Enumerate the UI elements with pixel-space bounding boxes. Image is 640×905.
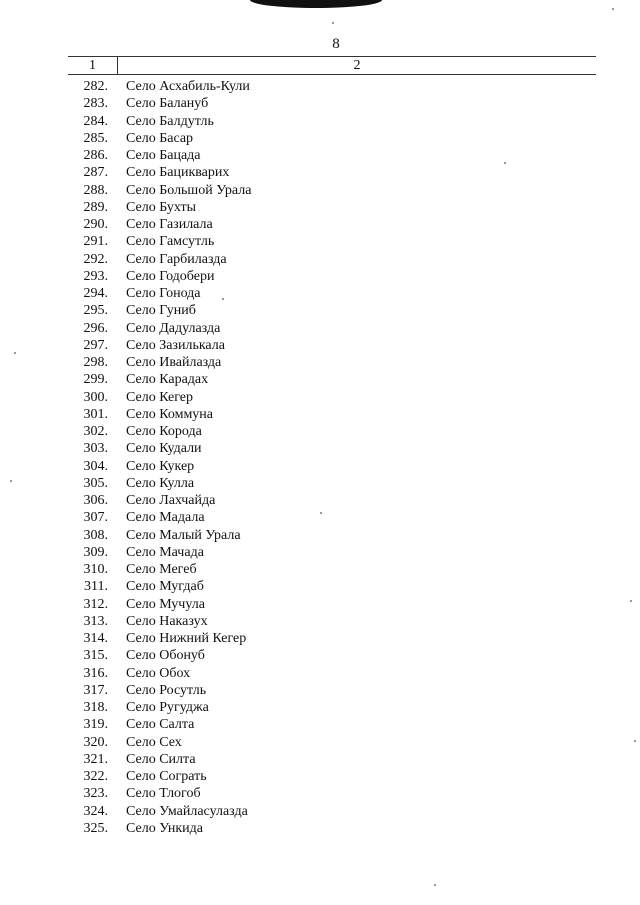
table-row xyxy=(68,268,596,285)
settlement-name: Село Бацикварих xyxy=(126,165,230,181)
row-number: 283. xyxy=(83,96,108,112)
settlement-name: Село Лахчайда xyxy=(126,493,216,508)
row-number: 299. xyxy=(83,372,108,388)
scan-speck xyxy=(222,298,224,300)
table-row xyxy=(68,647,596,664)
scan-speck xyxy=(332,22,334,24)
table-row xyxy=(68,423,596,440)
row-number: 305. xyxy=(83,475,108,491)
settlements-table xyxy=(68,56,596,837)
table-row xyxy=(68,682,596,699)
scan-artifact xyxy=(250,0,382,8)
table-row xyxy=(68,734,596,751)
column-header-number: 1 xyxy=(89,58,96,73)
settlement-name: Село Ругуджа xyxy=(126,700,209,715)
settlement-name: Село Нижний Кегер xyxy=(126,631,247,646)
settlement-name: Село Мачада xyxy=(126,544,204,560)
settlement-name: Село Большой Урала xyxy=(126,182,252,198)
row-number: 302. xyxy=(83,424,108,439)
settlement-name: Село Гамсутль xyxy=(126,234,215,250)
table-row xyxy=(68,509,596,526)
table-row xyxy=(68,699,596,716)
table-row xyxy=(68,285,596,302)
table-header-row xyxy=(68,56,596,75)
table-row xyxy=(68,613,596,630)
row-number: 313. xyxy=(83,613,108,629)
settlement-name: Село Гонода xyxy=(126,286,201,301)
settlement-name: Село Мучула xyxy=(126,596,205,612)
settlement-name: Село Гуниб xyxy=(126,303,196,319)
settlement-name: Село Тлогоб xyxy=(126,786,201,802)
table-row xyxy=(68,182,596,199)
table-row xyxy=(68,561,596,578)
row-number: 300. xyxy=(83,389,108,405)
settlement-name: Село Басар xyxy=(126,130,194,146)
row-number: 292. xyxy=(83,251,108,267)
scan-speck xyxy=(14,352,16,354)
table-row xyxy=(68,337,596,354)
table-row xyxy=(68,302,596,319)
table-row xyxy=(68,665,596,682)
settlement-name: Село Сех xyxy=(126,734,182,750)
table-row xyxy=(68,371,596,388)
row-number: 298. xyxy=(83,355,108,370)
row-number: 320. xyxy=(83,734,108,750)
settlement-name: Село Умайласулазда xyxy=(126,803,248,819)
row-number: 318. xyxy=(83,700,108,715)
table-row xyxy=(68,95,596,112)
settlement-name: Село Малый Урала xyxy=(126,527,241,543)
row-number: 293. xyxy=(83,268,108,284)
table-row xyxy=(68,803,596,820)
table-row xyxy=(68,113,596,130)
settlement-name: Село Кулла xyxy=(126,475,195,491)
row-number: 295. xyxy=(83,303,108,319)
row-number: 319. xyxy=(83,717,108,733)
settlement-name: Село Коммуна xyxy=(126,406,214,422)
settlement-name: Село Мегеб xyxy=(126,562,197,577)
row-number: 323. xyxy=(83,786,108,802)
row-number: 290. xyxy=(83,217,108,232)
row-number: 314. xyxy=(83,631,108,646)
row-number: 289. xyxy=(83,199,108,215)
settlement-name: Село Корода xyxy=(126,424,202,439)
row-number: 310. xyxy=(83,562,108,577)
row-number: 294. xyxy=(83,286,108,301)
scan-speck xyxy=(612,8,614,10)
settlement-name: Село Зазилькала xyxy=(126,337,225,353)
table-row xyxy=(68,458,596,475)
row-number: 315. xyxy=(83,648,108,664)
settlement-name: Село Росутль xyxy=(126,682,207,698)
settlement-name: Село Сограть xyxy=(126,769,207,784)
row-number: 288. xyxy=(83,182,108,198)
table-row xyxy=(68,320,596,337)
table-row xyxy=(68,354,596,371)
table-row xyxy=(68,751,596,768)
column-header-name: 2 xyxy=(353,58,361,73)
row-number: 309. xyxy=(83,544,108,560)
row-number: 301. xyxy=(83,406,108,422)
table-row xyxy=(68,164,596,181)
settlement-name: Село Кегер xyxy=(126,389,193,405)
settlement-name: Село Асхабиль-Кули xyxy=(126,79,250,94)
scan-speck xyxy=(630,600,632,602)
row-number: 308. xyxy=(83,527,108,543)
row-number: 306. xyxy=(83,493,108,508)
row-number: 312. xyxy=(83,596,108,612)
row-number: 316. xyxy=(83,665,108,681)
settlement-name: Село Балдутль xyxy=(126,113,214,129)
row-number: 285. xyxy=(83,130,108,146)
row-number: 325. xyxy=(83,820,108,836)
settlement-name: Село Кукер xyxy=(126,458,195,474)
scan-speck xyxy=(10,480,12,482)
settlement-name: Село Кудали xyxy=(126,441,202,457)
settlement-name: Село Силта xyxy=(126,751,196,767)
row-number: 307. xyxy=(83,510,108,526)
row-number: 286. xyxy=(83,148,108,163)
row-number: 287. xyxy=(83,165,108,181)
table-row xyxy=(68,389,596,406)
page-number: 8 xyxy=(332,36,340,52)
row-number: 317. xyxy=(83,682,108,698)
table-row xyxy=(68,820,596,837)
settlement-name: Село Газилала xyxy=(126,217,213,232)
table-row xyxy=(68,147,596,164)
row-number: 284. xyxy=(83,113,108,129)
scan-speck xyxy=(634,740,636,742)
row-number: 322. xyxy=(83,769,108,784)
table-row xyxy=(68,716,596,733)
table-body xyxy=(68,75,596,837)
row-number: 303. xyxy=(83,441,108,457)
row-number: 296. xyxy=(83,320,108,336)
settlement-name: Село Балануб xyxy=(126,96,209,112)
row-number: 282. xyxy=(83,79,108,94)
settlement-name: Село Наказух xyxy=(126,613,208,629)
scan-speck xyxy=(504,162,506,164)
settlement-name: Село Обонуб xyxy=(126,648,205,664)
table-row xyxy=(68,216,596,233)
settlement-name: Село Карадах xyxy=(126,372,209,388)
row-number: 321. xyxy=(83,751,108,767)
settlement-name: Село Мадала xyxy=(126,510,205,526)
row-number: 311. xyxy=(84,579,108,595)
scan-speck xyxy=(434,884,436,886)
settlement-name: Село Обох xyxy=(126,665,191,681)
settlement-name: Село Годобери xyxy=(126,268,215,284)
row-number: 304. xyxy=(83,458,108,474)
settlement-name: Село Бухты xyxy=(126,199,197,215)
table-row xyxy=(68,630,596,647)
table-row xyxy=(68,199,596,216)
settlement-name: Село Ункида xyxy=(126,820,204,836)
row-number: 324. xyxy=(83,803,108,819)
row-number: 291. xyxy=(83,234,108,250)
settlement-name: Село Салта xyxy=(126,717,195,733)
table-row xyxy=(68,78,596,95)
table-row xyxy=(68,440,596,457)
table-row xyxy=(68,475,596,492)
settlement-name: Село Дадулазда xyxy=(126,320,221,336)
table-row xyxy=(68,233,596,250)
table-row xyxy=(68,768,596,785)
settlement-name: Село Бацада xyxy=(126,148,201,163)
table-row xyxy=(68,527,596,544)
table-row xyxy=(68,544,596,561)
settlement-name: Село Мугдаб xyxy=(126,579,204,595)
table-row xyxy=(68,596,596,613)
row-number: 297. xyxy=(83,337,108,353)
table-row xyxy=(68,251,596,268)
scan-speck xyxy=(320,512,322,514)
table-row xyxy=(68,492,596,509)
table-row xyxy=(68,406,596,423)
settlement-name: Село Гарбилазда xyxy=(126,251,227,267)
table-row xyxy=(68,130,596,147)
table-row xyxy=(68,578,596,595)
settlement-name: Село Ивайлазда xyxy=(126,355,222,370)
table-row xyxy=(68,785,596,802)
